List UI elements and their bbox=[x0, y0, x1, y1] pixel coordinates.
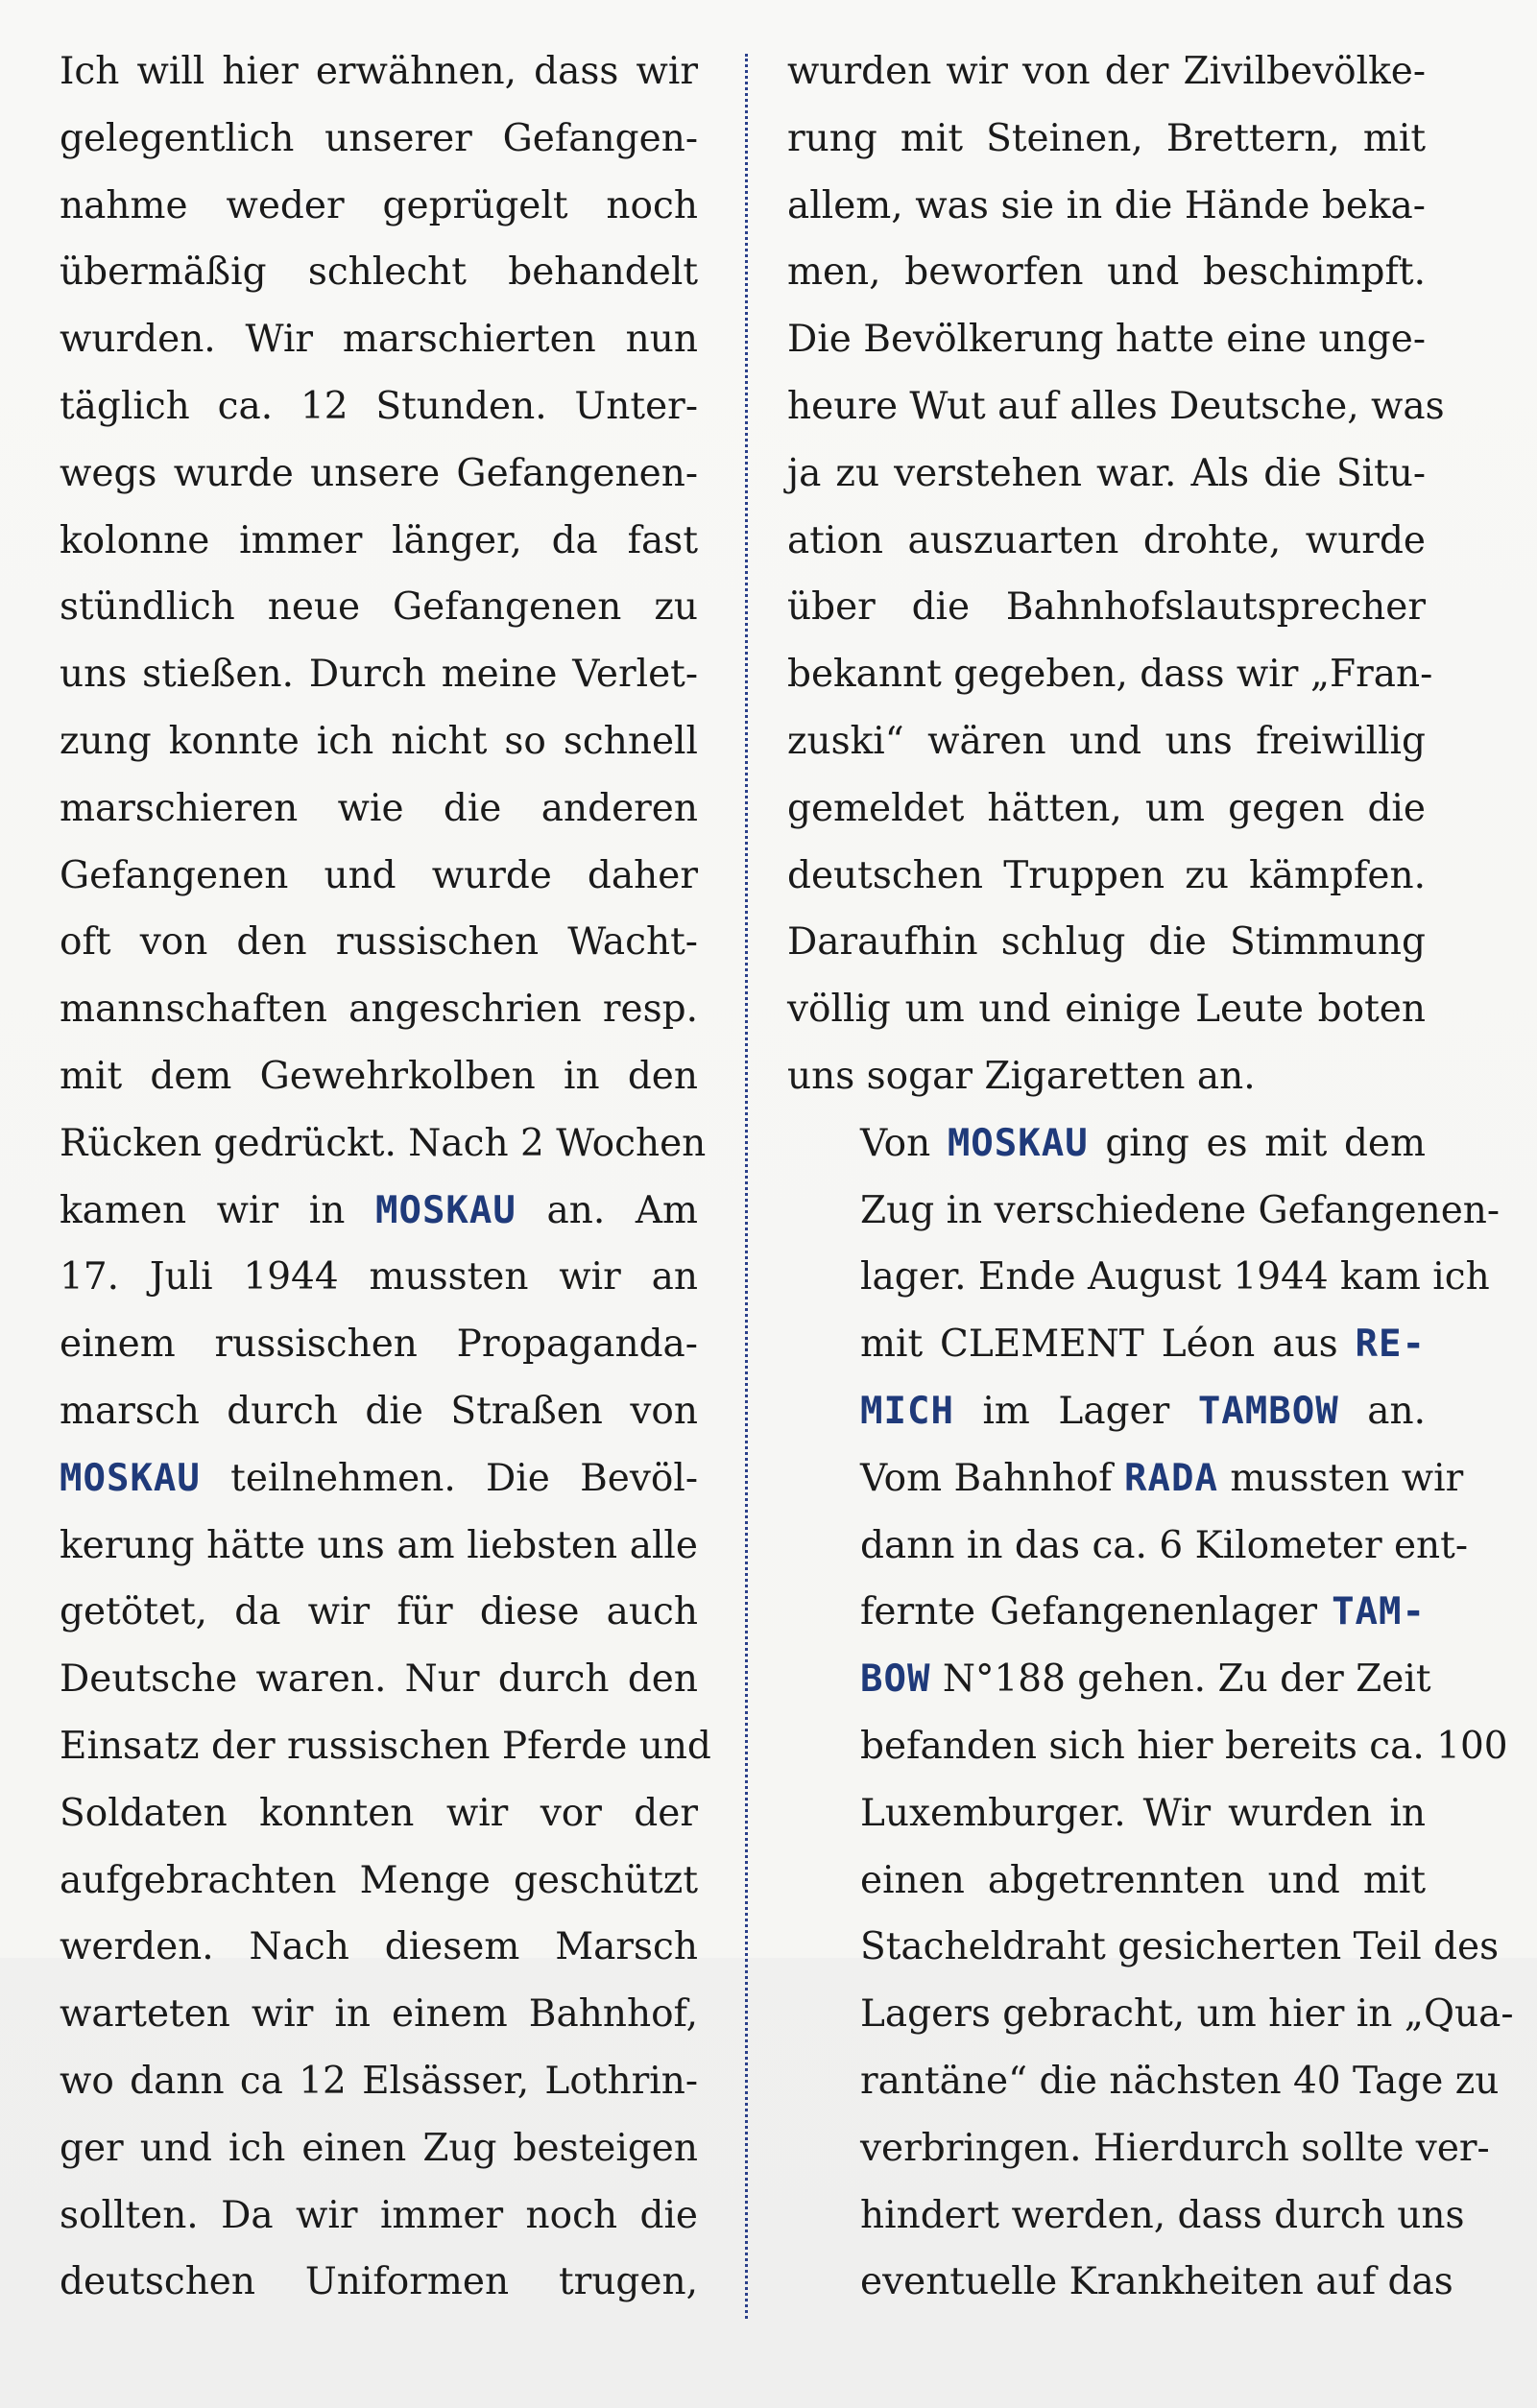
text-line bbox=[60, 2249, 698, 2316]
text-run: mussten wir bbox=[1217, 1456, 1464, 1500]
text-run: teilnehmen. Die Bevöl- bbox=[200, 1456, 698, 1500]
text-line bbox=[60, 1043, 698, 1110]
place-name: RE- bbox=[1355, 1323, 1426, 1367]
text-run: ja zu verstehen war. Als die Situ- bbox=[787, 451, 1426, 495]
text-line bbox=[60, 1848, 698, 1915]
text-run: uns sogar Zigaretten an. bbox=[787, 1054, 1256, 1098]
paragraph bbox=[60, 38, 711, 2316]
text-run: ging es mit dem bbox=[1088, 1121, 1426, 1165]
text-line bbox=[60, 1914, 698, 1981]
text-line bbox=[787, 843, 1426, 910]
paragraph bbox=[787, 1110, 1514, 2316]
text-run: an. bbox=[1338, 1389, 1426, 1433]
text-line bbox=[60, 1178, 698, 1245]
place-name: TAM- bbox=[1332, 1590, 1426, 1634]
text-run: getötet, da wir für diese auch bbox=[60, 1590, 698, 1634]
text-run: wegs wurde unsere Gefangenen- bbox=[60, 451, 698, 495]
text-run: bekannt gegeben, dass wir „Fran- bbox=[787, 653, 1433, 697]
text-run: Deutsche waren. Nur durch den bbox=[60, 1657, 698, 1702]
text-run: werden. Nach diesem Marsch bbox=[60, 1925, 698, 1969]
text-line bbox=[787, 306, 1426, 373]
text-run: im Lager bbox=[953, 1389, 1198, 1433]
text-run: über die Bahnhofslautsprecher bbox=[787, 585, 1426, 630]
text-line bbox=[60, 1513, 698, 1580]
text-run: Zug in verschiedene Gefangenen- bbox=[860, 1188, 1501, 1232]
text-run: wurden wir von der Zivilbevölke- bbox=[787, 50, 1426, 93]
text-line bbox=[60, 641, 698, 708]
text-run: übermäßig schlecht behandelt bbox=[60, 250, 698, 295]
text-line bbox=[787, 2048, 1500, 2115]
place-name: BOW bbox=[860, 1657, 931, 1702]
text-run: Lagers gebracht, um hier in „Qua- bbox=[860, 1992, 1514, 2037]
text-line bbox=[787, 708, 1426, 775]
text-line bbox=[787, 909, 1426, 976]
text-run: kamen wir in bbox=[60, 1188, 375, 1232]
text-run: warteten wir in einem Bahnhof, bbox=[60, 1992, 698, 2037]
text-run: hindert werden, dass durch uns bbox=[860, 2193, 1465, 2237]
text-line bbox=[787, 1780, 1426, 1848]
text-run: zuski“ wären und uns freiwillig bbox=[787, 719, 1426, 763]
text-run: men, beworfen und beschimpft. bbox=[787, 250, 1426, 295]
text-line bbox=[60, 441, 698, 508]
text-line bbox=[787, 1244, 1490, 1311]
text-run: täglich ca. 12 Stunden. Unter- bbox=[60, 384, 698, 428]
text-run: Die Bevölkerung hatte eine unge- bbox=[787, 318, 1426, 362]
text-run: Einsatz der russischen Pferde und bbox=[60, 1724, 711, 1768]
text-run: deutschen Uniformen trugen, bbox=[60, 2260, 698, 2304]
text-line bbox=[60, 1579, 698, 1646]
text-run: völlig um und einige Leute boten bbox=[787, 988, 1426, 1032]
text-run: einen abgetrennten und mit bbox=[860, 1858, 1426, 1902]
text-line bbox=[60, 909, 698, 976]
place-name: MOSKAU bbox=[947, 1121, 1089, 1165]
left-text-column bbox=[60, 38, 711, 2316]
text-line bbox=[60, 1780, 698, 1848]
text-run: kolonne immer länger, da fast bbox=[60, 518, 698, 562]
text-line bbox=[60, 976, 698, 1043]
place-name: MOSKAU bbox=[60, 1456, 201, 1500]
paragraph bbox=[787, 38, 1445, 1110]
text-line bbox=[787, 1981, 1514, 2048]
text-line bbox=[787, 2115, 1490, 2182]
text-run: gemeldet hätten, um gegen die bbox=[787, 786, 1426, 830]
text-run: befanden sich hier bereits ca. 100 bbox=[860, 1724, 1508, 1768]
text-run: an. Am bbox=[516, 1188, 698, 1232]
text-run: Stacheldraht gesicherten Teil des bbox=[860, 1925, 1500, 1969]
text-run: verbringen. Hierdurch sollte ver- bbox=[860, 2126, 1490, 2170]
text-line bbox=[60, 2182, 698, 2250]
text-line bbox=[787, 441, 1426, 508]
text-line bbox=[787, 1513, 1469, 1580]
text-line bbox=[60, 2115, 698, 2182]
text-line bbox=[787, 173, 1426, 240]
column-divider bbox=[745, 54, 748, 2319]
text-line bbox=[60, 1646, 698, 1713]
text-run: dann in das ca. 6 Kilometer ent- bbox=[860, 1523, 1469, 1567]
text-run: heure Wut auf alles Deutsche, was bbox=[787, 384, 1445, 428]
text-run: zung konnte ich nicht so schnell bbox=[60, 719, 698, 763]
right-text-column bbox=[787, 38, 1514, 2316]
text-line bbox=[787, 373, 1445, 441]
text-line bbox=[787, 1579, 1426, 1646]
text-line bbox=[787, 775, 1426, 843]
place-name: TAMBOW bbox=[1197, 1389, 1339, 1433]
text-run: wurden. Wir marschierten nun bbox=[60, 318, 698, 362]
text-run: mit dem Gewehrkolben in den bbox=[60, 1054, 698, 1098]
text-line bbox=[787, 1311, 1426, 1378]
text-run: Gefangenen und wurde daher bbox=[60, 853, 698, 897]
text-line bbox=[60, 1981, 698, 2048]
text-line bbox=[60, 708, 698, 775]
text-line bbox=[60, 1378, 698, 1445]
text-line bbox=[787, 1043, 1426, 1110]
place-name: MICH bbox=[860, 1389, 954, 1433]
text-run: Daraufhin schlug die Stimmung bbox=[787, 920, 1426, 965]
place-name: RADA bbox=[1124, 1456, 1218, 1500]
text-run: 17. Juli 1944 mussten wir an bbox=[60, 1255, 698, 1299]
text-line bbox=[60, 508, 698, 575]
text-run: deutschen Truppen zu kämpfen. bbox=[787, 853, 1426, 897]
text-run: oft von den russischen Wacht- bbox=[60, 920, 698, 965]
text-run: Luxemburger. Wir wurden in bbox=[860, 1791, 1426, 1835]
text-line bbox=[787, 2249, 1453, 2316]
text-line bbox=[787, 2182, 1465, 2250]
text-run: uns stießen. Durch meine Verlet- bbox=[60, 653, 698, 697]
text-run: ation auszuarten drohte, wurde bbox=[787, 518, 1426, 562]
text-run: marsch durch die Straßen von bbox=[60, 1389, 698, 1433]
text-line bbox=[60, 306, 698, 373]
text-line bbox=[60, 1311, 698, 1378]
text-line bbox=[787, 1178, 1501, 1245]
text-run: mit CLEMENT Léon aus bbox=[860, 1323, 1356, 1367]
text-run: Rücken gedrückt. Nach 2 Wochen bbox=[60, 1121, 707, 1165]
text-run: lager. Ende August 1944 kam ich bbox=[860, 1255, 1490, 1299]
text-line bbox=[787, 574, 1426, 641]
place-name: MOSKAU bbox=[374, 1188, 516, 1232]
text-line bbox=[787, 1646, 1431, 1713]
text-line bbox=[60, 843, 698, 910]
text-line bbox=[60, 574, 698, 641]
text-run: Von bbox=[860, 1121, 948, 1165]
text-run: rantäne“ die nächsten 40 Tage zu bbox=[860, 2059, 1500, 2103]
text-run: ger und ich einen Zug besteigen bbox=[60, 2126, 698, 2170]
text-run: aufgebrachten Menge geschützt bbox=[60, 1858, 698, 1902]
text-line bbox=[60, 106, 698, 173]
text-line bbox=[787, 239, 1426, 306]
text-line bbox=[60, 1244, 698, 1311]
text-line bbox=[60, 775, 698, 843]
text-run: N°188 gehen. Zu der Zeit bbox=[930, 1657, 1431, 1702]
text-line bbox=[787, 641, 1433, 708]
text-run: gelegentlich unserer Gefangen- bbox=[60, 116, 698, 160]
text-run: fernte Gefangenenlager bbox=[860, 1590, 1333, 1634]
text-run: marschieren wie die anderen bbox=[60, 786, 698, 830]
text-line bbox=[787, 1378, 1426, 1445]
text-line bbox=[60, 1713, 711, 1780]
text-line bbox=[60, 38, 698, 106]
text-run: mannschaften angeschrien resp. bbox=[60, 988, 698, 1032]
text-run: Soldaten konnten wir vor der bbox=[60, 1791, 698, 1835]
text-line bbox=[787, 1848, 1426, 1915]
text-line bbox=[60, 1445, 698, 1513]
text-run: Vom Bahnhof bbox=[860, 1456, 1125, 1500]
text-line bbox=[787, 1445, 1464, 1513]
text-run: wo dann ca 12 Elsässer, Lothrin- bbox=[60, 2059, 698, 2103]
text-line bbox=[60, 239, 698, 306]
text-run: kerung hätte uns am liebsten alle bbox=[60, 1523, 698, 1567]
text-line bbox=[787, 1914, 1500, 1981]
text-run: Ich will hier erwähnen, dass wir bbox=[60, 50, 698, 93]
text-run: rung mit Steinen, Brettern, mit bbox=[787, 116, 1426, 160]
text-line bbox=[787, 976, 1426, 1043]
text-run: sollten. Da wir immer noch die bbox=[60, 2193, 698, 2237]
text-run: eventuelle Krankheiten auf das bbox=[860, 2260, 1453, 2304]
text-run: stündlich neue Gefangenen zu bbox=[60, 585, 698, 630]
text-line bbox=[787, 1713, 1508, 1780]
text-line bbox=[787, 106, 1426, 173]
text-run: allem, was sie in die Hände beka- bbox=[787, 183, 1426, 227]
text-line bbox=[60, 173, 698, 240]
text-run: einem russischen Propaganda- bbox=[60, 1323, 698, 1367]
text-line bbox=[60, 373, 698, 441]
text-line bbox=[787, 1110, 1426, 1178]
text-line bbox=[60, 1110, 707, 1178]
text-line bbox=[787, 38, 1426, 106]
text-line bbox=[787, 508, 1426, 575]
text-line bbox=[60, 2048, 698, 2115]
text-run: nahme weder geprügelt noch bbox=[60, 183, 698, 227]
